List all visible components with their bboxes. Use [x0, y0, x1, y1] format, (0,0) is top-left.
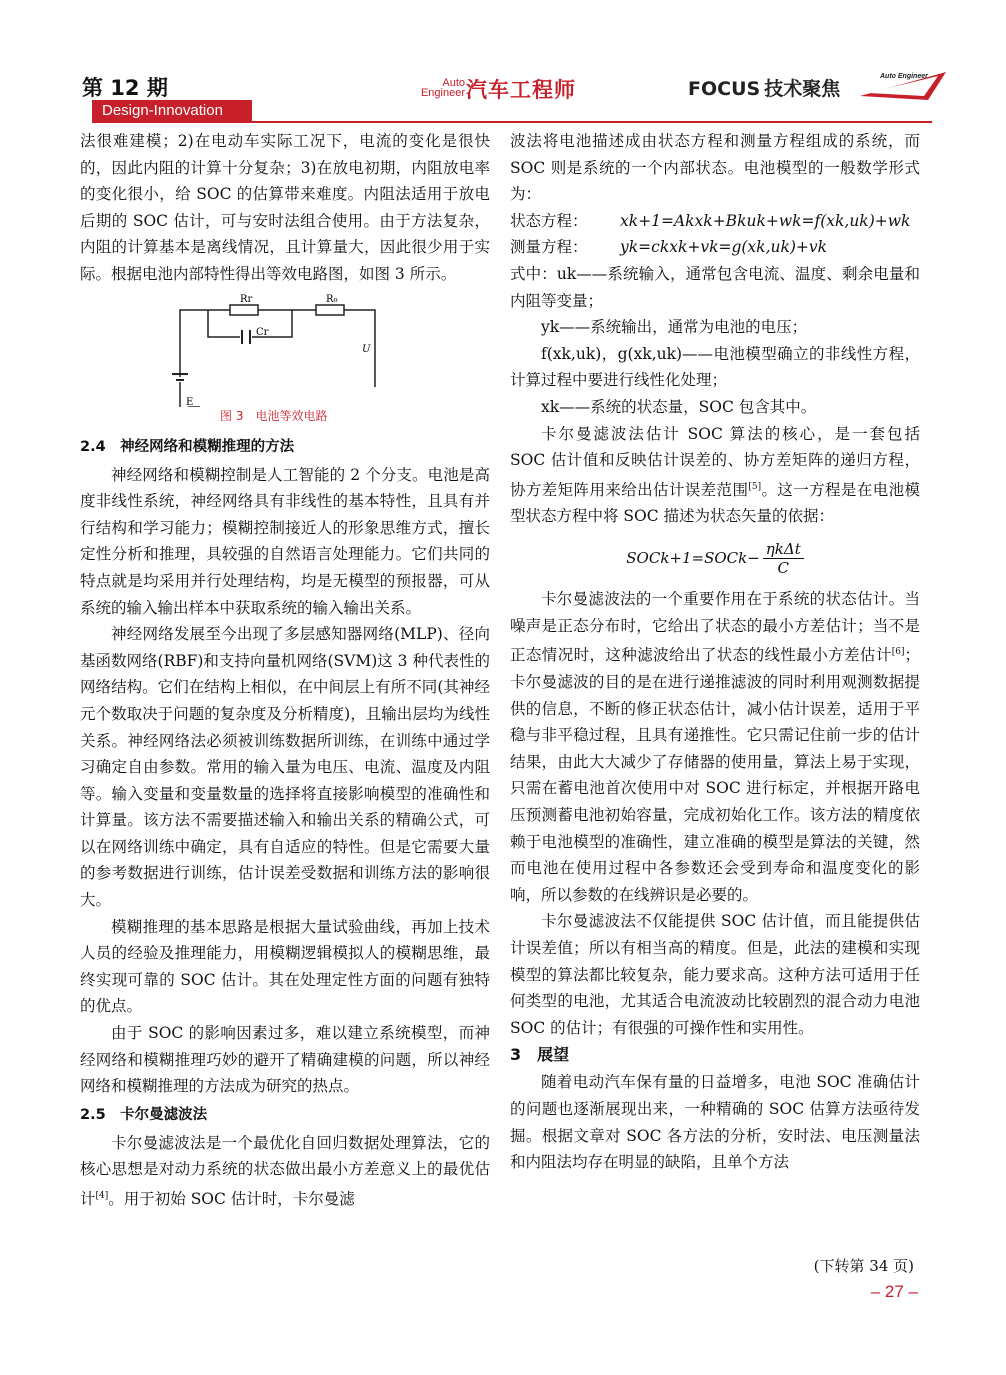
paragraph — [510, 586, 920, 908]
measurement-equation — [510, 234, 920, 261]
issue-number: 第 12 期 — [82, 76, 168, 100]
equation-label: 测量方程： — [510, 238, 588, 257]
fraction-numerator: ηkΔt — [763, 540, 804, 559]
text-run: ；卡尔曼滤波的目的是在进行递推滤波的同时利用观测数据提供的信息，不断的修正状态估计，减小估计误差，适用于平稳与非平稳过程，且具有递推性。它只需记住前一步的估计结果，由此大大减少了存储器的使用量，算法上易于实现，只需在蓄电池首次使用中对 SOC 进行标定，并根据开路电压预测蓄电池初始容量，完成初始化工作。该方法的精度依赖于电池模型的准确性，建立准确的模型是算法的关键，然而电池在使用过程中各参数还会受到寿命和温度变化的影响，所以参数的在线辨识是必要的。 — [510, 646, 920, 904]
left-column — [80, 128, 490, 1213]
definition-f: f(xk,uk)，g(xk,uk)——电池模型确立的非线性方程，计算过程中要进行线性化处理； — [510, 344, 920, 390]
paragraph: 模糊推理的基本思路是根据大量试验曲线，再加上技术人员的经验及推理能力，用模糊逻辑模拟人的模糊思维，最终实现可靠的 SOC 估计。其在处理定性方面的问题有独特的优点。 — [80, 917, 490, 1016]
equation-lhs: SOCk+1=SOCk− — [626, 549, 760, 568]
section-heading-2-4: 2.4 神经网络和模糊推理的方法 — [80, 438, 295, 455]
paragraph: 由于 SOC 的影响因素过多，难以建立系统模型，而神经网络和模糊推理巧妙的避开了精确建模的问题，所以神经网络和模糊推理的方法成为研究的热点。 — [80, 1024, 490, 1096]
text-run: 卡尔曼滤波法的一个重要作用在于系统的状态估计。当噪声是正态分布时，它给出了状态的最小方差估计；当不是正态情况时，这种滤波给出了状态的线性最小方差估计 — [510, 590, 920, 665]
right-column — [510, 128, 920, 1176]
paragraph — [510, 421, 920, 531]
equation-body: xk+1=Akxk+Bkuk+wk=f(xk,uk)+wk — [620, 211, 911, 230]
magazine-en-top: Auto — [442, 77, 465, 89]
paragraph — [80, 1130, 490, 1213]
focus-cn: 技术聚焦 — [764, 78, 841, 100]
label-rr: Rr — [240, 293, 253, 305]
paragraph: 法很难建模；2)在电动车实际工况下，电流的变化是很快的，因此内阻的计算十分复杂；3)在放电初期，内阻放电率的变化很小，给 SOC 的估算带来难度。内阻法适用于放电后期的 SOC 估计，可与安时法组合使用。由于方法复杂，内阻的计算基本是离线情况，且计算量大，因此很少用于实际。根据电池内部特性得出等效电路图，如图 3 所示。 — [80, 132, 490, 283]
circuit-diagram — [80, 292, 490, 407]
text-run: 卡尔曼滤波法估计 SOC 算法的核心，是一套包括 SOC 估计值和反映估计误差的、协方差矩阵的递归方程，协方差矩阵用来给出估计误差范围 — [510, 424, 920, 499]
section-tag: Design-Innovation — [102, 102, 223, 119]
paragraph: 随着电动汽车保有量的日益增多，电池 SOC 准确估计的问题也逐渐展现出来，一种精确的 SOC 估算方法亟待发掘。根据文章对 SOC 各方法的分析，安时法、电压测量法和内阻法均存在明显的缺陷，且单个方法 — [510, 1073, 920, 1172]
header-rule — [92, 121, 932, 123]
text-run: 。这一方程是在电池模型状态方程中将 SOC 描述为状态矢量的依据： — [510, 480, 920, 526]
label-r0: R₀ — [326, 293, 338, 305]
definition-uk: 式中：uk——系统输入，通常包含电流、温度、剩余电量和内阻等变量； — [510, 264, 920, 310]
continued-note: (下转第 34 页) — [813, 1257, 914, 1275]
text-run: 。用于初始 SOC 估计时，卡尔曼滤 — [108, 1190, 355, 1209]
page-number: – 27 – — [870, 1282, 918, 1301]
paragraph: 卡尔曼滤波法不仅能提供 SOC 估计值，而且能提供估计误差值；所以有相当高的精度。但是，此法的建模和实现模型的算法都比较复杂，能力要求高。这种方法可适用于任何类型的电池，尤其适合电流波动比较剧烈的混合动力电池 SOC 的估计；有很强的可操作性和实用性。 — [510, 912, 920, 1037]
figure-equivalent-circuit — [80, 292, 490, 432]
paragraph: 神经网络和模糊控制是人工智能的 2 个分支。电池是高度非线性系统，神经网络具有非线性的基本特性，且具有并行结构和学习能力；模糊控制接近人的形象思维方式，擅长定性分析和推理，具较强的自然语言处理能力。它们共同的特点就是均采用并行处理结构，均是无模型的预报器，可从系统的输入输出样本中获取系统的输入输出关系。 — [80, 465, 490, 617]
magazine-en-bottom: Engineer — [420, 87, 465, 99]
definition-xk: xk——系统的状态量，SOC 包含其中。 — [541, 397, 817, 416]
section-heading-3: 3 展望 — [510, 1045, 570, 1065]
paragraph: 神经网络发展至今出现了多层感知器网络(MLP)、径向基函数网络(RBF)和支持向量机网络(SVM)这 3 种代表性的网络结构。它们在结构上相似，在中间层上有所不同(其神经元个数取决于问题的复杂度及分析精度)，且输出层均为线性关系。神经网络法必须被训练数据所训练，在训练中通过学习确定自由参数。常用的输入量为电压、电流、温度及内阻等。输入变量和变量数量的选择将直接影响模型的准确性和计算量。该方法不需要描述输入和输出关系的精确公式，可以在网络训练中确定，具有自适应的特性。但是它需要大量的参考数据进行训练，估计误差受数据和训练方法的影响很大。 — [80, 625, 490, 910]
section-heading-2-5: 2.5 卡尔曼滤波法 — [80, 1106, 208, 1123]
label-e: E — [186, 396, 194, 407]
fraction-denominator: C — [777, 558, 789, 577]
label-u: U — [362, 343, 371, 355]
citation: [5] — [748, 481, 762, 492]
paragraph: 波法将电池描述成由状态方程和测量方程组成的系统，而 SOC 则是系统的一个内部状态。电池模型的一般数学形式为： — [510, 132, 920, 204]
label-cr: Cr — [256, 326, 269, 338]
magazine-title: 汽车工程师 — [466, 78, 576, 102]
focus-label — [688, 74, 840, 101]
logo-text: Auto Engineer — [880, 73, 928, 80]
equation-label: 状态方程： — [510, 211, 588, 230]
focus-en: FOCUS — [688, 78, 761, 100]
figure-caption: 图 3 电池等效电路 — [220, 408, 328, 423]
state-equation — [510, 208, 920, 235]
auto-engineer-logo — [858, 66, 948, 106]
fraction — [763, 540, 804, 577]
soc-equation — [510, 530, 920, 586]
definition-yk: yk——系统输出，通常为电池的电压； — [541, 318, 808, 337]
page-header — [0, 0, 1006, 130]
equation-body: yk=ckxk+vk=g(xk,uk)+vk — [620, 238, 828, 257]
text-run: 卡尔曼滤波法是一个最优化自回归数据处理算法，它的核心思想是对动力系统的状态做出最小方差意义上的最优估计 — [80, 1133, 490, 1209]
citation: [6] — [891, 647, 905, 658]
magazine-en-name — [419, 78, 465, 98]
citation: [4] — [95, 1191, 109, 1201]
